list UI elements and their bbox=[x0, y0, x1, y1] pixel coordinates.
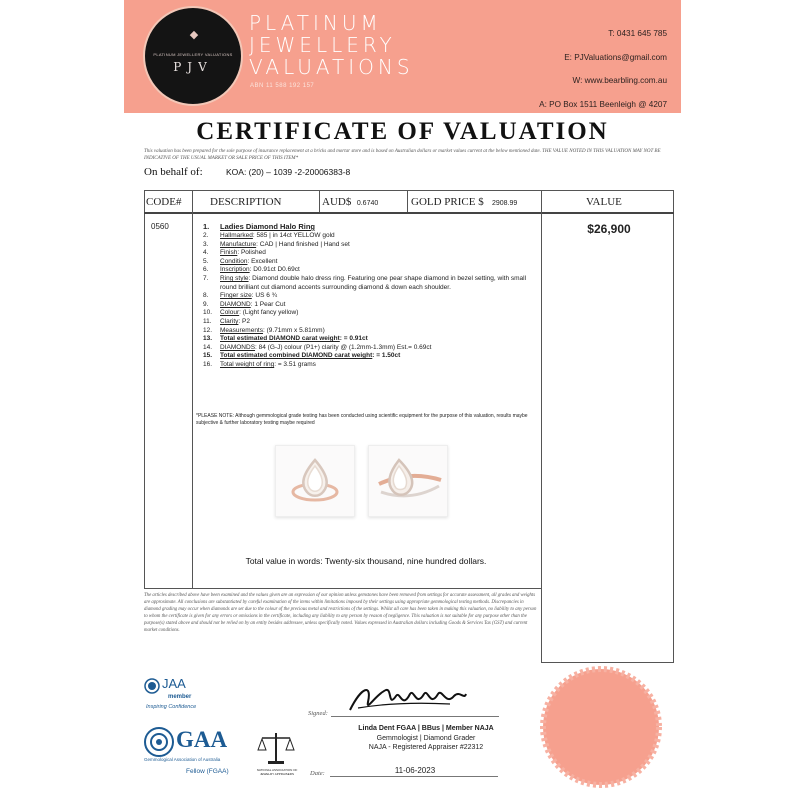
list-item: 5. Condition: Excellent bbox=[203, 257, 278, 265]
table-border-top bbox=[144, 190, 674, 191]
list-item: 9. DIAMOND: 1 Pear Cut bbox=[203, 300, 286, 308]
brand-line: PLATINUM bbox=[249, 11, 382, 35]
jaa-member: member bbox=[168, 694, 192, 700]
table-border-right bbox=[673, 190, 674, 662]
gaa-logo-icon bbox=[144, 727, 174, 757]
total-value-in-words: Total value in words: Twenty-six thousand, nine hundred dollars. bbox=[245, 556, 487, 566]
on-behalf-value: KOA: (20) – 1039 -2-20006383-8 bbox=[226, 167, 351, 177]
table-border-left bbox=[144, 190, 145, 588]
list-item: 13. Total estimated DIAMOND carat weight: = 0.91ct bbox=[203, 335, 368, 343]
list-item: 12. Measurements: (9.71mm x 5.81mm) bbox=[203, 326, 325, 334]
signer-title: Gemmologist | Diamond Grader bbox=[376, 734, 476, 742]
header-value: VALUE bbox=[586, 196, 622, 208]
on-behalf-of bbox=[144, 166, 350, 178]
header-aud bbox=[322, 193, 378, 211]
signer-name: Linda Dent FGAA | BBus | Member NAJA bbox=[358, 725, 494, 732]
gaa-association: Gemmological Association of Australia bbox=[144, 757, 221, 762]
list-item: 10. Colour: (Light fancy yellow) bbox=[203, 309, 299, 317]
aud-value: 0.6740 bbox=[356, 200, 379, 207]
signer-details bbox=[302, 724, 550, 753]
date-label: Date: bbox=[310, 770, 325, 777]
logo-small-text: PLATINUM JEWELLERY VALUATIONS bbox=[153, 52, 233, 57]
gaa-name: GAA bbox=[176, 727, 228, 752]
header-code: CODE# bbox=[146, 196, 182, 208]
table-border-bottom bbox=[144, 588, 542, 589]
abn: ABN 11 588 192 157 bbox=[250, 83, 315, 89]
list-item: 15. Total estimated combined DIAMOND carat weight: = 1.50ct bbox=[203, 352, 401, 360]
website: W: www.bearbling.com.au bbox=[572, 76, 667, 85]
list-item: 2. Hallmarked: 585 | in 14ct YELLOW gold bbox=[203, 232, 335, 239]
jaa-logo-icon bbox=[144, 678, 160, 694]
jaa-tagline: Inspiring Confidence bbox=[146, 704, 197, 710]
signature bbox=[342, 680, 472, 720]
pjv-logo bbox=[143, 6, 243, 106]
jaa-name: JAA bbox=[162, 676, 186, 691]
date-value: 11-06-2023 bbox=[394, 766, 436, 775]
item-code: 0560 bbox=[151, 222, 169, 231]
certificate-document bbox=[124, 0, 681, 800]
top-disclaimer: This valuation has been prepared for the sole purpose of insurance replacement at a bricks and mortar store and is based on Australian dollars or market values current at the below mentioned date. THE VALUE NOTED IN THIS VALUATION MAY NOT BE INDICATIVE OF THE USUAL MARKET OR SALE PRICE OF THIS ITEM* bbox=[144, 149, 661, 161]
brand-name bbox=[249, 12, 509, 78]
aud-label: AUD$ bbox=[322, 196, 352, 208]
list-item: 14. DIAMONDS: 84 (G-J) colour (P1+) clarity @ (1.2mm-1.3mm) Est.= 0.69ct bbox=[203, 343, 432, 351]
header-divider bbox=[144, 212, 674, 214]
header-gold-price bbox=[411, 193, 517, 211]
naja-name: NATIONAL ASSOCIATION OF JEWELRY APPRAISERS bbox=[256, 768, 298, 776]
brand-line: JEWELLERY bbox=[249, 33, 396, 57]
list-item: 6. Inscription: D0.91ct D0.69ct bbox=[203, 266, 300, 274]
brand-line: VALUATIONS bbox=[249, 55, 414, 79]
signer-registration: NAJA - Registered Appraiser #22312 bbox=[368, 744, 484, 751]
logo-mark: PJV bbox=[173, 60, 213, 74]
bottom-disclaimer: The articles described above have been examined and the values given are an expression of our opinion unless gemstones have been removed from settings for accurate assessment, all grades and weights are approximate. All conclusions are substantiated by careful examination of the items within limitations imposed by their settings using appropriate gemmological testing methods. Discrepancies in diamond grading may occur when diamonds are set due to the colour of the precious metal and restrictions of the settings. Whilst all care has been taken in making this valuation, no liability to any person to whom the certificate is given for any errors or omissions in the certificate, including any liability to any person by reason of negligence. This valuation is not suitable for any purpose other than the purpose(s) stated above and should not be relied on by an entity besides addressee, unless specifically noted. Values expressed in Australian dollars including Goods & Services Tax (GST) and current market conditions. bbox=[144, 593, 537, 634]
grading-note: *PLEASE NOTE: Although gemmological grade testing has been conducted using scientific equipment for the purpose of this valuation, results maybe subjective & further laboratory testing maybe required bbox=[196, 413, 528, 426]
item-value: $26,900 bbox=[587, 222, 631, 236]
date-line bbox=[330, 776, 498, 777]
ring-photo-front bbox=[275, 445, 355, 517]
list-item: 3. Manufacture: CAD | Hand finished | Hand set bbox=[203, 240, 350, 248]
list-item: 1. Ladies Diamond Halo Ring bbox=[203, 222, 316, 231]
description-divider bbox=[319, 190, 320, 212]
value-column-bottom bbox=[541, 662, 674, 663]
seal-icon bbox=[539, 665, 663, 789]
list-item: 4. Finish: Polished bbox=[203, 249, 266, 257]
list-item: 11. Clarity: P2 bbox=[203, 317, 250, 325]
phone: T: 0431 645 785 bbox=[608, 29, 667, 38]
signature-line bbox=[331, 716, 499, 717]
list-item: 16. Total weight of ring: = 3.51 grams bbox=[203, 360, 316, 368]
email: E: PJValuations@gmail.com bbox=[564, 52, 667, 62]
on-behalf-label: On behalf of: bbox=[144, 166, 203, 178]
page-title: CERTIFICATE OF VALUATION bbox=[196, 118, 609, 145]
letterhead bbox=[124, 0, 681, 113]
gaa-fellow: Fellow (FGAA) bbox=[186, 768, 229, 775]
ring-photo-side bbox=[368, 445, 448, 517]
item-description-list bbox=[203, 222, 543, 370]
code-column-divider bbox=[192, 190, 193, 588]
list-item: 7. Ring style: Diamond double halo dress ring. Featuring one pear shape diamond in bezel setting, with small round brilliant cut diamond accents surrounding diamond & down each shoulder. bbox=[203, 274, 527, 291]
scales-icon bbox=[255, 730, 297, 766]
gold-label: GOLD PRICE $ bbox=[411, 196, 484, 208]
header-description: DESCRIPTION bbox=[210, 196, 282, 208]
signed-label: Signed: bbox=[308, 710, 328, 717]
diamond-icon: ◆ bbox=[189, 29, 199, 41]
contact-details bbox=[539, 22, 667, 116]
list-item: 8. Finger size: US 6 ¾ bbox=[203, 292, 278, 300]
address: A: PO Box 1511 Beenleigh @ 4207 bbox=[539, 99, 667, 109]
aud-divider bbox=[407, 190, 408, 212]
gold-value: 2908.99 bbox=[491, 200, 518, 207]
